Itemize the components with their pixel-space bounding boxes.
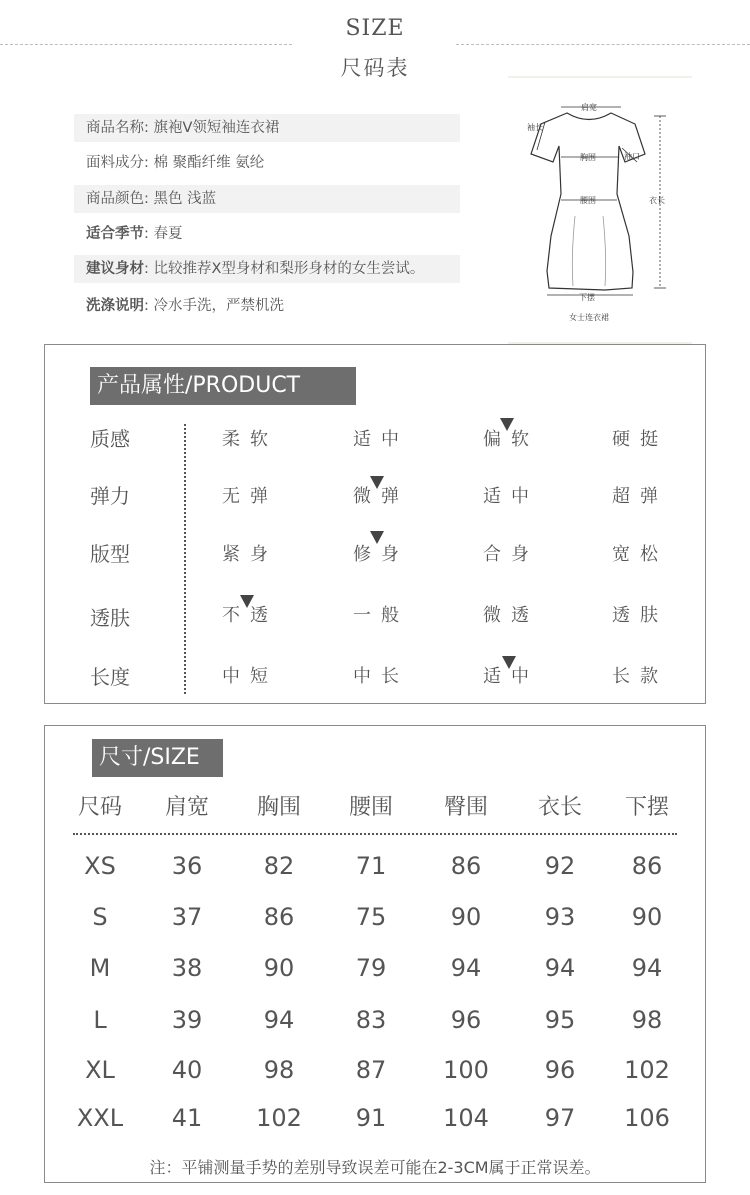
attr-option: 宽松 [612, 544, 668, 565]
measurement-note: 注：平铺测量手势的差别导致误差可能在2-3CM属于正常误差。 [149, 1158, 601, 1177]
table-cell: 86 [631, 852, 663, 880]
table-cell: 98 [631, 1006, 663, 1034]
attr-option: 硬挺 [612, 429, 668, 450]
hem-label: 下摆 [579, 293, 595, 302]
column-header: 胸围 [256, 795, 301, 820]
cuff-label: 袖口 [624, 152, 640, 161]
table-cell: 96 [544, 1056, 576, 1084]
selected-marker-icon [500, 418, 514, 431]
table-cell: 98 [263, 1056, 295, 1084]
info-row: 洗涤说明: 冷水手洗，严禁机洗 [86, 298, 284, 314]
table-cell: 90 [631, 903, 663, 931]
table-cell: 97 [544, 1104, 576, 1132]
size-label-cell: XS [84, 852, 116, 880]
table-cell: 36 [171, 852, 203, 880]
header-divider-right [456, 44, 750, 45]
product-section-title: 产品属性/PRODUCT [90, 367, 356, 405]
selected-marker-icon [370, 531, 384, 544]
attr-option: 长款 [612, 666, 668, 687]
dress-diagram [505, 76, 695, 344]
attr-option-selected: 适中 [483, 666, 539, 687]
table-cell: 90 [263, 954, 295, 982]
attr-option: 超弹 [612, 486, 668, 507]
info-row: 适合季节: 春夏 [86, 226, 183, 242]
table-cell: 95 [544, 1006, 576, 1034]
table-cell: 79 [355, 954, 387, 982]
column-header: 衣长 [537, 795, 582, 820]
size-label-cell: M [89, 954, 111, 982]
table-cell: 104 [443, 1104, 489, 1132]
column-header: 下摆 [624, 795, 669, 820]
shoulder-label: 肩宽 [581, 103, 597, 112]
header-title-cn: 尺码表 [340, 56, 410, 80]
column-header: 肩宽 [164, 795, 209, 820]
attr-option: 柔软 [222, 429, 278, 450]
attr-name-sheerness: 透肤 [90, 606, 130, 630]
table-cell: 94 [631, 954, 663, 982]
attribute-divider [184, 424, 186, 694]
table-cell: 38 [171, 954, 203, 982]
table-cell: 83 [355, 1006, 387, 1034]
attr-option: 微透 [483, 605, 539, 626]
column-header: 臀围 [443, 795, 488, 820]
info-row: 面料成分: 棉 聚酯纤维 氨纶 [86, 155, 265, 171]
table-cell: 94 [544, 954, 576, 982]
table-cell: 94 [263, 1006, 295, 1034]
table-cell: 82 [263, 852, 295, 880]
size-label-cell: L [93, 1006, 107, 1034]
table-cell: 93 [544, 903, 576, 931]
attr-name-texture: 质感 [90, 427, 130, 451]
waist-label: 腰围 [580, 196, 596, 205]
selected-marker-icon [502, 656, 516, 669]
attr-name-elasticity: 弹力 [90, 484, 130, 508]
attr-option: 中短 [222, 666, 278, 687]
table-cell: 39 [171, 1006, 203, 1034]
attr-option: 合身 [483, 544, 539, 565]
table-cell: 106 [624, 1104, 670, 1132]
table-cell: 94 [450, 954, 482, 982]
attr-option-selected: 不透 [222, 605, 278, 626]
info-row: 商品名称: 旗袍V领短袖连衣裙 [74, 114, 460, 142]
attr-option-selected: 微弹 [353, 486, 409, 507]
header-divider-left [0, 44, 292, 45]
table-cell: 86 [450, 852, 482, 880]
attr-option: 透肤 [612, 605, 668, 626]
table-cell: 96 [450, 1006, 482, 1034]
selected-marker-icon [240, 595, 254, 608]
diagram-caption: 女士连衣裙 [569, 313, 609, 322]
table-cell: 86 [263, 903, 295, 931]
attr-name-length: 长度 [90, 665, 130, 689]
column-header: 腰围 [348, 795, 393, 820]
size-label-cell: XL [85, 1056, 115, 1084]
header-title-en: SIZE [345, 16, 405, 41]
attr-option-selected: 修身 [353, 544, 409, 565]
table-cell: 71 [355, 852, 387, 880]
table-cell: 92 [544, 852, 576, 880]
table-cell: 102 [624, 1056, 670, 1084]
info-row: 商品颜色: 黑色 浅蓝 [74, 185, 460, 213]
table-cell: 37 [171, 903, 203, 931]
size-label-cell: S [92, 903, 108, 931]
attr-option: 中长 [353, 666, 409, 687]
attr-option: 无弹 [222, 486, 278, 507]
table-cell: 100 [443, 1056, 489, 1084]
table-cell: 41 [171, 1104, 203, 1132]
table-cell: 102 [256, 1104, 302, 1132]
size-section-title: 尺寸/SIZE [92, 739, 223, 777]
chest-label: 胸围 [580, 153, 596, 162]
column-header: 尺码 [77, 795, 122, 820]
sleeve-label: 袖长 [527, 123, 543, 132]
attr-option: 一般 [353, 605, 409, 626]
attr-name-fit: 版型 [90, 542, 130, 566]
table-cell: 91 [355, 1104, 387, 1132]
size-label-cell: XXL [76, 1104, 124, 1132]
attr-option: 适中 [483, 486, 539, 507]
table-cell: 40 [171, 1056, 203, 1084]
attr-option: 适中 [353, 429, 409, 450]
selected-marker-icon [370, 476, 384, 489]
length-label: 衣长 [649, 196, 665, 205]
table-cell: 75 [355, 903, 387, 931]
table-header-divider [73, 833, 677, 835]
attr-option-selected: 偏软 [483, 429, 539, 450]
info-row: 建议身材: 比较推荐X型身材和梨形身材的女生尝试。 [74, 255, 460, 283]
table-cell: 87 [355, 1056, 387, 1084]
attr-option: 紧身 [222, 544, 278, 565]
table-cell: 90 [450, 903, 482, 931]
